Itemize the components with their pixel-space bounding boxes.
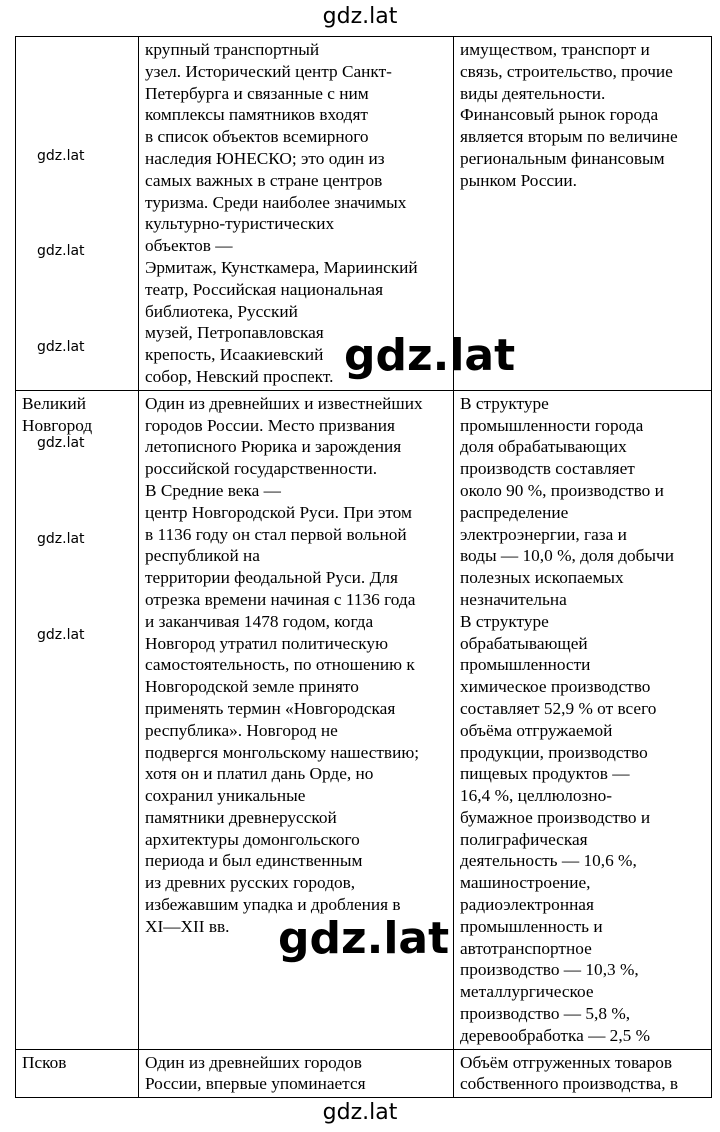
text-line: металлургическое (460, 982, 594, 1002)
watermark: gdz.lat (37, 627, 85, 643)
text-line: центр Новгородской Руси. При этом (145, 502, 412, 522)
text-line: культурно-туристических (145, 214, 335, 234)
text-line: Финансовый рынок города (460, 105, 659, 125)
text-line: российской государственности. (145, 459, 378, 479)
text-line: памятники древнерусской (145, 807, 337, 827)
economy-cell (454, 1049, 712, 1098)
text-line: сохранил уникальные (145, 786, 306, 806)
text-line: Псков (22, 1052, 67, 1072)
description-cell (139, 1049, 454, 1098)
text-line: летописного Рюрика и зарождения (145, 437, 402, 457)
text-line: продукции, производство (460, 742, 648, 762)
text-line: избежавшим упадка и дробления в (145, 895, 401, 915)
text-line: архитектуры домонгольского (145, 829, 360, 849)
text-line: В структуре (460, 611, 549, 631)
text-line: доля обрабатывающих (460, 437, 627, 457)
text-line: связь, строительство, прочие (460, 61, 673, 81)
text-line: театр, Российская национальная (145, 279, 384, 299)
text-line: Петербурга и связанные с ним (145, 83, 369, 103)
text-line: автотранспортное (460, 938, 592, 958)
city-cell (16, 37, 139, 391)
text-line: объёма отгружаемой (460, 720, 613, 740)
text-line: и заканчивая 1478 годом, когда (145, 611, 374, 631)
text-line: республикой на (145, 546, 260, 566)
text-line: Новгородской земле принято (145, 677, 359, 697)
text-line: В Средние века — (145, 480, 281, 500)
text-line: периода и был единственным (145, 851, 363, 871)
city-cell (16, 1049, 139, 1098)
text-line: имуществом, транспорт и (460, 40, 650, 59)
site-footer-watermark: gdz.lat (322, 1100, 398, 1125)
text-line: комплексы памятников входят (145, 105, 368, 125)
text-line: 16,4 %, целлюлозно- (460, 786, 612, 806)
text-line: XI—XII вв. (145, 916, 230, 936)
text-line: производств составляет (460, 459, 635, 479)
text-line: незначительна (460, 589, 567, 609)
text-line: производство — 10,3 %, (460, 960, 639, 980)
text-line: воды — 10,0 %, доля добычи (460, 546, 674, 566)
text-line: городов России. Место призвания (145, 415, 395, 435)
text-line: производство — 5,8 %, (460, 1004, 631, 1024)
text-line: полезных ископаемых (460, 568, 624, 588)
text-line: музей, Петропавловская (145, 323, 324, 343)
text-line: наследия ЮНЕСКО; это один из (145, 148, 385, 168)
text-line: виды деятельности. (460, 83, 606, 103)
watermark: gdz.lat (37, 339, 85, 355)
text-line: Эрмитаж, Кунсткамера, Мариинский (145, 257, 418, 277)
text-line: В структуре (460, 393, 549, 413)
text-line: крепость, Исаакиевский (145, 345, 324, 365)
text-line: распределение (460, 502, 569, 522)
city-cell (16, 390, 139, 1049)
text-line: рынком России. (460, 170, 577, 190)
text-line: России, впервые упоминается (145, 1074, 366, 1094)
text-line: около 90 %, производство и (460, 480, 664, 500)
watermark-large: gdz.lat (344, 330, 516, 381)
text-line: территории феодальной Руси. Для (145, 568, 398, 588)
text-line: обрабатывающей (460, 633, 588, 653)
economy-cell (454, 390, 712, 1049)
text-line: промышленность и (460, 916, 603, 936)
text-line: собственного производства, в (460, 1074, 679, 1094)
watermark: gdz.lat (37, 435, 85, 451)
text-line: крупный транспортный (145, 40, 320, 59)
text-line: Новгород (22, 415, 93, 435)
table-row (16, 1049, 712, 1098)
text-line: электроэнергии, газа и (460, 524, 627, 544)
text-line: Новгород утратил политическую (145, 633, 388, 653)
watermark-large: gdz.lat (278, 913, 450, 964)
text-line: деятельность — 10,6 %, (460, 851, 637, 871)
text-line: Один из древнейших и известнейших (145, 393, 423, 413)
text-line: применять термин «Новгородская (145, 698, 396, 718)
site-header-watermark: gdz.lat (322, 4, 398, 29)
text-line: в список объектов всемирного (145, 127, 369, 147)
watermark: gdz.lat (37, 148, 85, 164)
text-line: хотя он и платил дань Орде, но (145, 764, 374, 784)
text-line: бумажное производство и (460, 807, 651, 827)
text-line: самых важных в стране центров (145, 170, 383, 190)
text-line: составляет 52,9 % от всего (460, 698, 657, 718)
text-line: является вторым по величине (460, 127, 678, 147)
text-line: республика». Новгород не (145, 720, 338, 740)
text-line: полиграфическая (460, 829, 588, 849)
text-line: туризма. Среди наиболее значимых (145, 192, 407, 212)
text-line: подвергся монгольскому нашествию; (145, 742, 420, 762)
text-line: отрезка времени начиная с 1136 года (145, 589, 416, 609)
text-line: региональным финансовым (460, 148, 665, 168)
text-line: химическое производство (460, 677, 651, 697)
text-line: самостоятельность, по отношению к (145, 655, 415, 675)
text-line: деревообработка — 2,5 % (460, 1025, 651, 1045)
text-line: объектов — (145, 236, 233, 256)
text-line: из древних русских городов, (145, 873, 356, 893)
text-line: узел. Исторический центр Санкт- (145, 61, 392, 81)
text-line: радиоэлектронная (460, 895, 594, 915)
text-line: в 1136 году он стал первой вольной (145, 524, 407, 544)
text-line: собор, Невский проспект. (145, 366, 334, 386)
text-line: машиностроение, (460, 873, 591, 893)
watermark: gdz.lat (37, 531, 85, 547)
text-line: промышленности (460, 655, 591, 675)
text-line: пищевых продуктов — (460, 764, 630, 784)
text-line: библиотека, Русский (145, 301, 298, 321)
text-line: Великий (22, 393, 86, 413)
text-line: Объём отгруженных товаров (460, 1052, 673, 1072)
text-line: промышленности города (460, 415, 644, 435)
text-line: Один из древнейших городов (145, 1052, 362, 1072)
watermark: gdz.lat (37, 243, 85, 259)
